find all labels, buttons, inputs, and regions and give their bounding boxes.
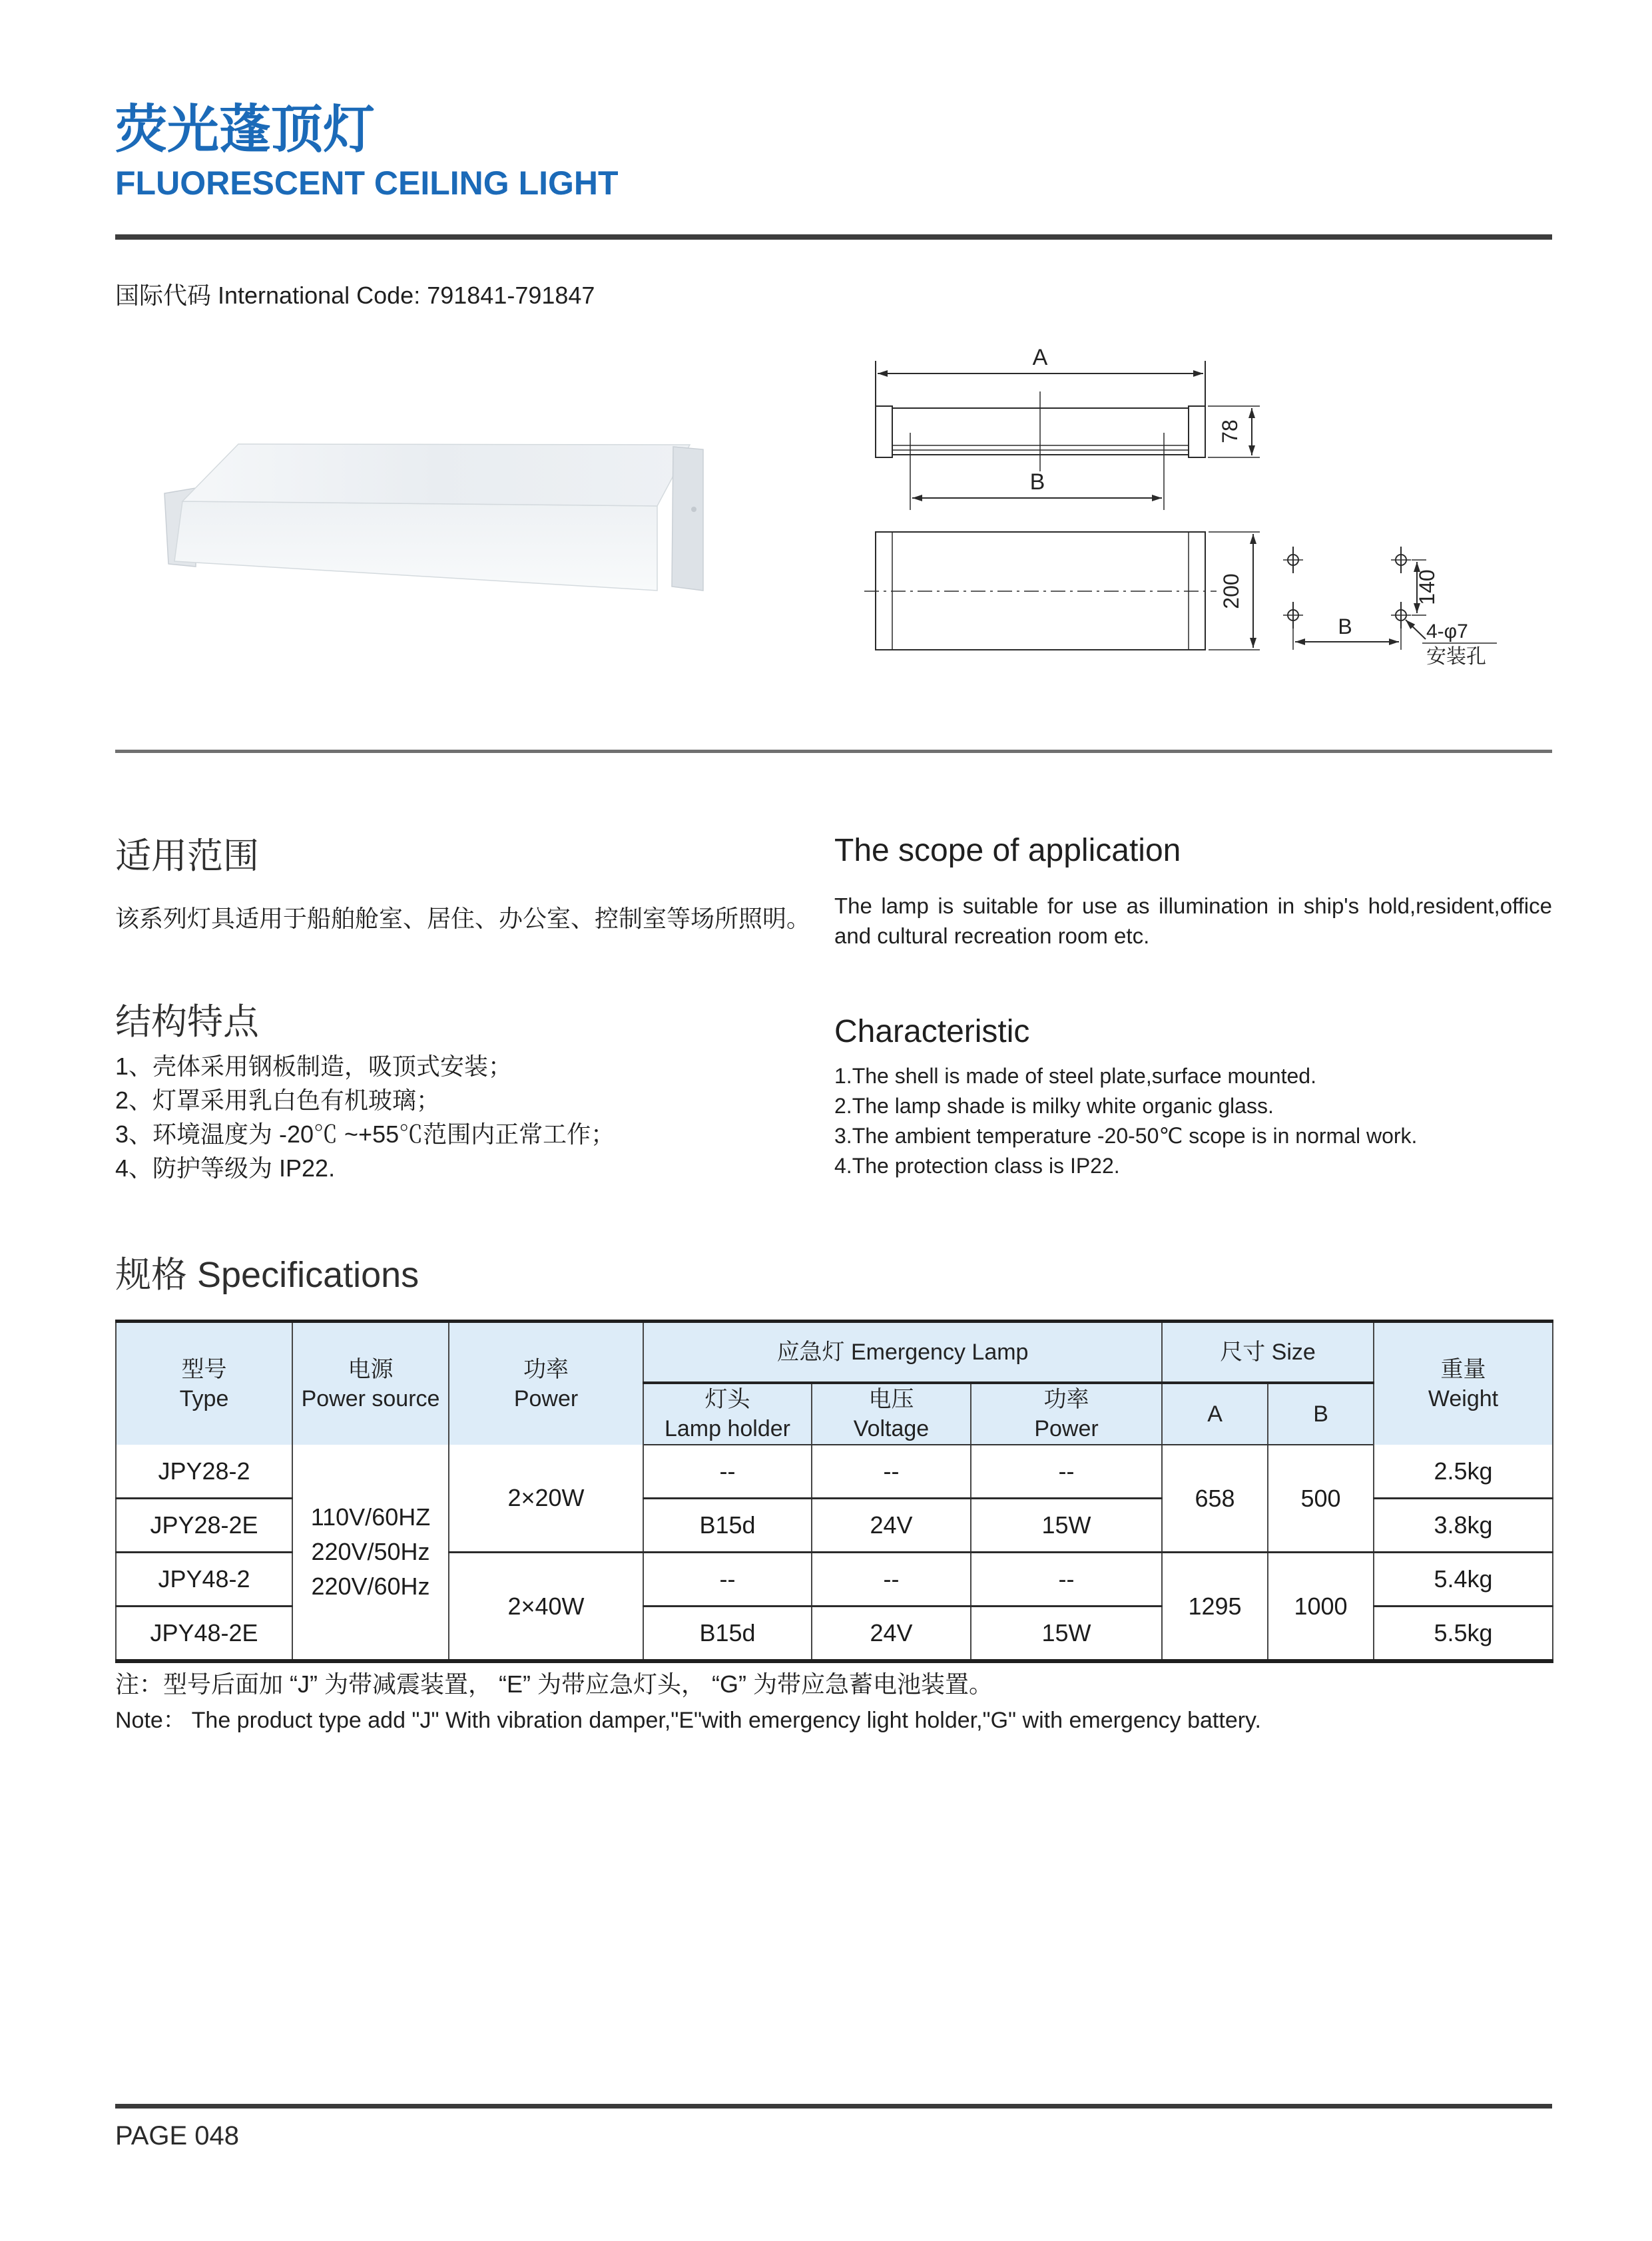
endcap-screw [691, 507, 696, 512]
col-header-power-source-en: Power source [301, 1385, 440, 1411]
lamp-diffuser-top [182, 444, 690, 506]
cell-type: JPY48-2E [116, 1607, 292, 1662]
spec-note-en: Note： The product type add "J" With vibration damper,"E"with emergency light holder,"G" with emergency battery. [115, 1708, 1261, 1733]
holes-count-label: 4-φ7 [1426, 621, 1468, 642]
col-header-size: 尺寸 Size [1162, 1322, 1374, 1383]
cell-power-group: 2×40W [449, 1553, 643, 1662]
page-title-cn: 荧光蓬顶灯 [115, 100, 376, 158]
col-header-lamp-holder [643, 1383, 812, 1445]
product-photo [163, 436, 706, 599]
col-header-power-source-cn: 电源 [348, 1356, 394, 1382]
cell-voltage: -- [812, 1553, 971, 1607]
cell-size-a: 658 [1162, 1445, 1268, 1553]
table-row [116, 1445, 1553, 1499]
power-source-line: 220V/50Hz [311, 1538, 430, 1565]
col-header-weight [1374, 1322, 1553, 1445]
cell-type: JPY48-2 [116, 1553, 292, 1607]
dim-label-140: 140 [1415, 569, 1439, 605]
characteristic-item-cn: 4、防护等级为 IP22. [115, 1154, 336, 1182]
cell-lamp-holder: -- [643, 1553, 812, 1607]
lamp-front-face [174, 501, 657, 591]
page-title-en: FLUORESCENT CEILING LIGHT [115, 164, 619, 202]
characteristic-item-cn: 2、灯罩采用乳白色有机玻璃； [115, 1087, 441, 1114]
cell-emergency-power: -- [971, 1445, 1162, 1499]
cell-weight: 3.8kg [1374, 1499, 1553, 1553]
col-header-type-cn: 型号 [181, 1356, 227, 1382]
cell-weight: 2.5kg [1374, 1445, 1553, 1499]
col-header-emergency-lamp: 应急灯 Emergency Lamp [643, 1322, 1162, 1383]
cell-type: JPY28-2 [116, 1445, 292, 1499]
cell-weight: 5.5kg [1374, 1607, 1553, 1662]
col-header-voltage-en: Voltage [853, 1416, 930, 1441]
spec-note-cn: 注：型号后面加 “J” 为带减震装置， “E” 为带应急灯头， “G” 为带应急蓄电池装置。 [115, 1670, 993, 1698]
international-code: 国际代码 International Code: 791841-791847 [115, 282, 595, 309]
page-number: PAGE 048 [115, 2121, 240, 2150]
cell-size-b: 1000 [1268, 1553, 1374, 1662]
cell-size-a: 1295 [1162, 1553, 1268, 1662]
cell-weight: 5.4kg [1374, 1553, 1553, 1607]
col-header-emergency-power-cn: 功率 [1043, 1387, 1089, 1412]
cell-emergency-power: 15W [971, 1499, 1162, 1553]
cell-voltage: 24V [812, 1607, 971, 1662]
scope-body-en: The lamp is suitable for use as illumination in ship's hold,resident,office and cultural recreation room etc. [834, 893, 1552, 948]
col-header-power [449, 1322, 643, 1445]
cell-power-group: 2×20W [449, 1445, 643, 1553]
scope-body-cn: 该系列灯具适用于船舶舱室、居住、办公室、控制室等场所照明。 [115, 905, 811, 932]
characteristic-list-en [834, 1061, 1417, 1181]
characteristic-item-en: 2.The lamp shade is milky white organic glass. [834, 1094, 1274, 1118]
cell-type: JPY28-2E [116, 1499, 292, 1553]
cell-lamp-holder: B15d [643, 1607, 812, 1662]
cell-size-b: 500 [1268, 1445, 1374, 1553]
dim-label-78: 78 [1218, 419, 1242, 443]
divider-top [115, 234, 1552, 240]
characteristic-item-en: 3.The ambient temperature -20-50℃ scope is in normal work. [834, 1124, 1418, 1148]
cell-power-source [292, 1445, 449, 1661]
characteristic-item-cn: 3、环境温度为 -20℃ ~+55℃范围内正常工作； [115, 1120, 615, 1148]
technical-drawing [852, 326, 1518, 667]
dim-label-hole-b: B [1338, 615, 1352, 638]
col-header-emergency-power-en: Power [1034, 1416, 1099, 1441]
scope-heading-cn: 适用范围 [115, 836, 259, 876]
col-header-weight-en: Weight [1428, 1385, 1499, 1411]
dim-label-a: A [1032, 345, 1048, 370]
characteristic-heading-cn: 结构特点 [115, 1002, 259, 1042]
specifications-heading: 规格 Specifications [115, 1255, 419, 1295]
characteristic-item-cn: 1、壳体采用钢板制造，吸顶式安装； [115, 1053, 513, 1080]
characteristic-list-cn [115, 1049, 615, 1185]
divider-footer [115, 2104, 1552, 2109]
cell-voltage: -- [812, 1445, 971, 1499]
col-header-power-source [292, 1322, 449, 1445]
cell-emergency-power: 15W [971, 1607, 1162, 1662]
col-header-lamp-holder-cn: 灯头 [704, 1387, 750, 1412]
col-header-power-cn: 功率 [523, 1356, 569, 1382]
scope-heading-en: The scope of application [834, 833, 1181, 868]
characteristic-item-en: 1.The shell is made of steel plate,surface mounted. [834, 1064, 1316, 1088]
power-source-line: 220V/60Hz [311, 1573, 430, 1600]
col-header-size-a: A [1162, 1383, 1268, 1445]
cell-emergency-power: -- [971, 1553, 1162, 1607]
cell-lamp-holder: B15d [643, 1499, 812, 1553]
col-header-size-b: B [1268, 1383, 1374, 1445]
specifications-table [115, 1320, 1553, 1663]
divider-middle [115, 750, 1552, 753]
characteristic-heading-en: Characteristic [834, 1014, 1030, 1049]
col-header-type [116, 1322, 292, 1445]
col-header-type-en: Type [179, 1385, 229, 1411]
cell-lamp-holder: -- [643, 1445, 812, 1499]
dim-label-200: 200 [1219, 573, 1243, 609]
power-source-line: 110V/60HZ [310, 1503, 431, 1531]
col-header-emergency-power [971, 1383, 1162, 1445]
col-header-voltage [812, 1383, 971, 1445]
dim-label-b: B [1029, 469, 1045, 495]
lamp-right-endcap [672, 447, 703, 591]
col-header-voltage-cn: 电压 [868, 1387, 914, 1412]
col-header-power-en: Power [513, 1385, 579, 1411]
col-header-lamp-holder-en: Lamp holder [664, 1416, 790, 1441]
holes-caption: 安装孔 [1426, 646, 1486, 667]
characteristic-item-en: 4.The protection class is IP22. [834, 1154, 1120, 1178]
cell-voltage: 24V [812, 1499, 971, 1553]
col-header-weight-cn: 重量 [1440, 1356, 1486, 1382]
